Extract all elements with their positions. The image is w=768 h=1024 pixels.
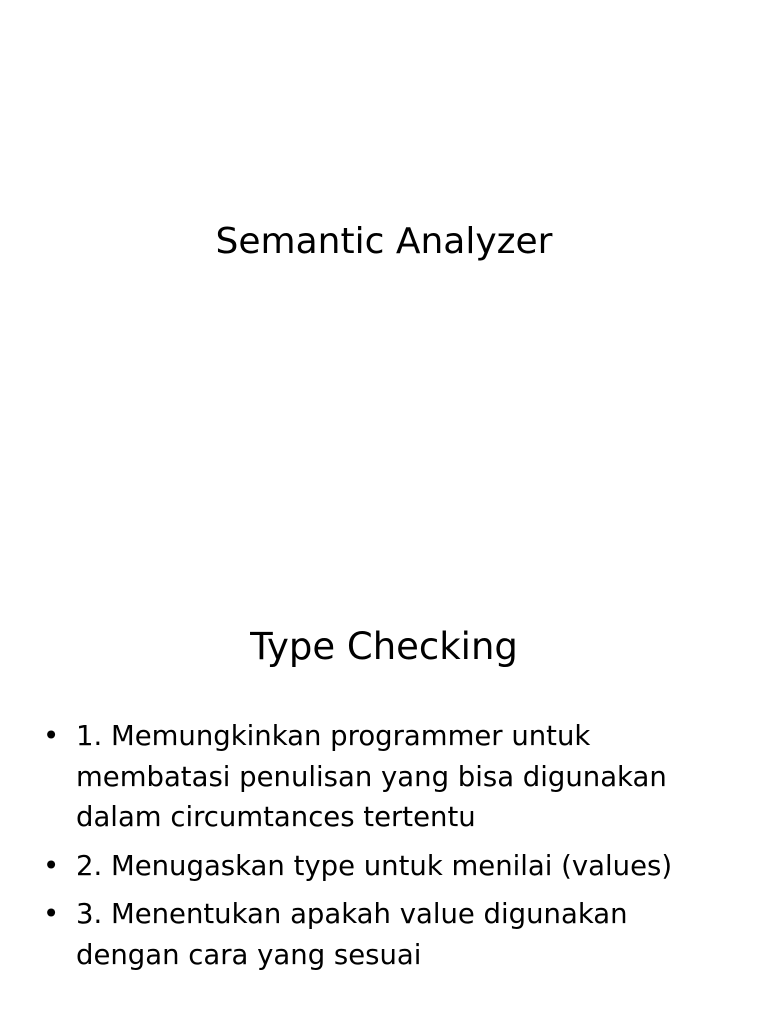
- bullet-line: 1. Memungkinkan programmer untuk: [76, 720, 591, 752]
- slide-2: [0, 512, 768, 1024]
- bullet-item: [40, 846, 740, 887]
- bullet-line: dalam circumtances tertentu: [76, 801, 476, 833]
- bullet-text: [76, 846, 740, 887]
- bullet-icon: •: [43, 720, 60, 752]
- bullet-text: [76, 894, 740, 975]
- bullet-icon: •: [43, 849, 60, 882]
- bullet-list: [40, 716, 740, 983]
- bullet-line: membatasi penulisan yang bisa digunakan: [76, 760, 667, 793]
- bullet-text: [76, 716, 740, 838]
- slide-title: Semantic Analyzer: [215, 221, 553, 262]
- bullet-line: dengan cara yang sesuai: [76, 938, 422, 971]
- bullet-icon: •: [43, 898, 60, 930]
- bullet-line: 3. Menentukan apakah value digunakan: [76, 898, 628, 930]
- bullet-line: 2. Menugaskan type untuk menilai (values): [76, 849, 673, 882]
- bullet-item: [40, 894, 740, 975]
- slide-title: Type Checking: [250, 625, 518, 668]
- bullet-item: [40, 716, 740, 838]
